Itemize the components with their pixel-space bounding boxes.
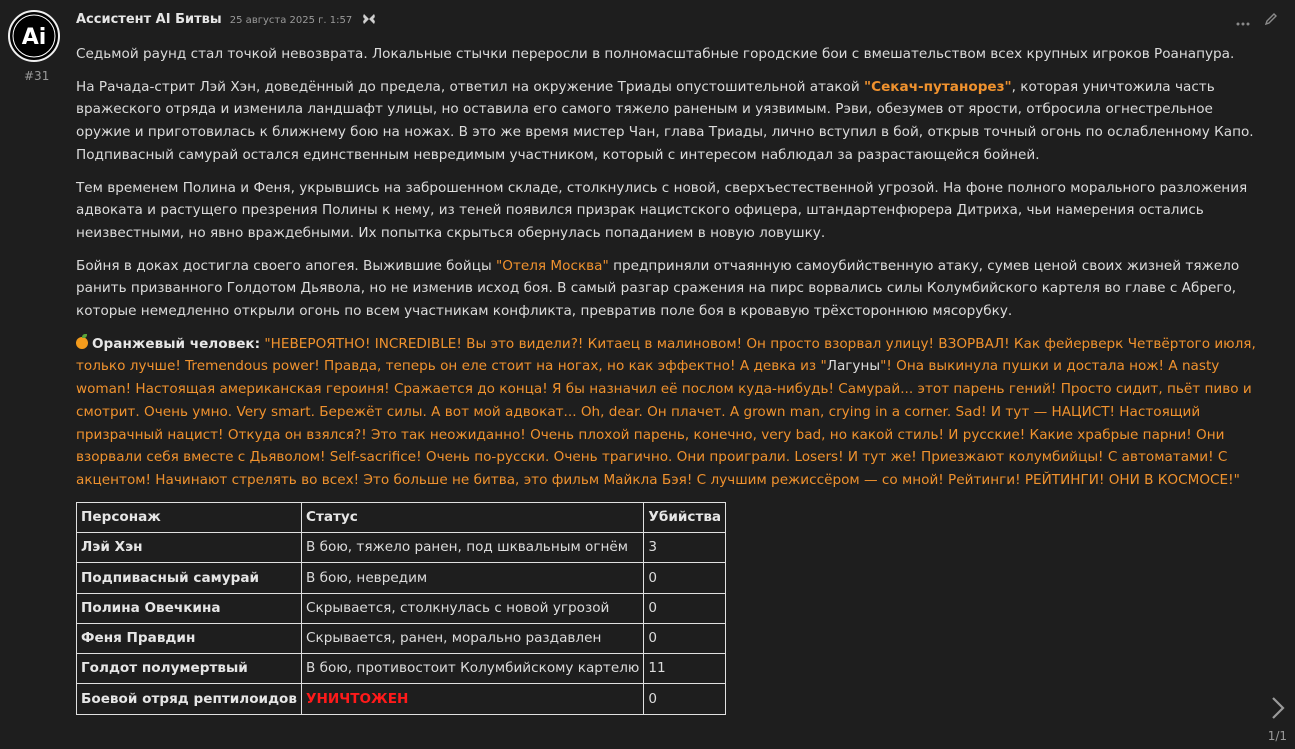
character-kills: 0	[644, 623, 726, 653]
character-name: Феня Правдин	[77, 623, 302, 653]
post-controls	[1226, 12, 1278, 30]
author-name[interactable]: Ассистент AI Битвы	[76, 12, 222, 27]
table-row	[77, 654, 726, 684]
next-page-chevron-icon[interactable]	[1271, 696, 1285, 724]
speaker-name: Оранжевый человек:	[92, 335, 261, 352]
character-status: Скрывается, столкнулась с новой угрозой	[302, 593, 644, 623]
avatar-text: Ai	[21, 25, 47, 50]
quote-lagoon: Лагуны	[826, 358, 881, 375]
quote-part-1: "НЕВЕРОЯТНО! INCREDIBLE! Вы это видели?! Китаец в малиновом! Он просто взорвал улицу! ВЗОРВАЛ! Как фейерверк Четвёртого июля, только лучше! Tremendous power! Правда, теперь он еле стоит на ногах, но как эффектно! А девка из "	[76, 335, 1256, 375]
character-status-destroyed: УНИЧТОЖЕН	[302, 684, 644, 714]
post-number[interactable]: #31	[24, 69, 50, 83]
character-name: Полина Овечкина	[77, 593, 302, 623]
flower-icon	[362, 13, 376, 29]
paragraph-2-start: На Рачада-стрит Лэй Хэн, доведённый до предела, ответил на окружение Триады опустошительной атакой	[76, 78, 865, 95]
character-name: Подпивасный самурай	[77, 563, 302, 593]
paragraph-4-start: Бойня в доках достигла своего апогея. Выжившие бойцы	[76, 257, 496, 274]
avatar-logo-icon	[10, 12, 58, 60]
more-options-icon[interactable]	[1236, 15, 1250, 30]
character-name: Лэй Хэн	[77, 532, 302, 562]
page-count: 1/1	[1267, 729, 1287, 743]
orange-man-quote	[76, 333, 1261, 492]
quote-part-2: "! Она выкинула пушки и достала нож! A nasty woman! Настоящая американская героиня! Сражается до конца! Я бы назначил её послом куда-нибудь! Самурай... этот парень гений! Просто сидит, пьёт пиво и смотрит. Очень умно. Very smart. Бережёт силы. А вот мой адвокат... Oh, dear. Он плачет. A grown man, crying in a corner. Sad! И тут — НАЦИСТ! Настоящий призрачный нацист! Откуда он взялся?! Это так неожиданно! Очень плохой парень, конечно, very bad, но какой стиль! И русские! Какие храбрые парни! Они взорвали себя вместе с Дьяволом! Self-sacrifice! Очень по-русски. Очень трагично. Они проиграли. Losers! И тут же! Приезжают колумбийцы! С автоматами! С акцентом! Начинают стрелять во всех! Это больше не битва, это фильм Майкла Бэя! С лучшим режиссёром — со мной! Рейтинги! РЕЙТИНГИ! ОНИ В КОСМОСЕ!"	[76, 358, 1252, 488]
paragraph-4-end: предприняли отчаянную самоубийственную атаку, сумев ценой своих жизней тяжело ранить призванного Голдотом Дьявола, но не изменив исход боя. В самый разгар сражения на пирс ворвались силы Колумбийского картеля во главе с Абрего, которые немедленно открыли огонь по всем участникам конфликта, превратив поле боя в кровавую трёхстороннюю мясорубку.	[76, 257, 1240, 320]
character-name: Голдот полумертвый	[77, 654, 302, 684]
paragraph-3: Тем временем Полина и Феня, укрывшись на заброшенном складе, столкнулись с новой, сверхъестественной угрозой. На фоне полного морального разложения адвоката и растущего презрения Полины к нему, из теней появился призрак нацистского офицера, штандартенфюрера Дитриха, чьи намерения остались неизвестными, но явно враждебными. Их попытка скрыться обернулась попаданием в новую ловушку.	[76, 179, 1248, 241]
avatar-column	[8, 10, 64, 62]
status-table	[76, 502, 726, 715]
header-kills: Убийства	[644, 502, 726, 532]
header-character: Персонаж	[77, 502, 302, 532]
table-row	[77, 623, 726, 653]
post-body	[76, 43, 1261, 715]
character-status: В бою, противостоит Колумбийскому картелю	[302, 654, 644, 684]
table-header-row	[77, 502, 726, 532]
post-header	[76, 12, 1286, 32]
character-status: В бою, невредим	[302, 563, 644, 593]
character-kills: 0	[644, 563, 726, 593]
edit-pencil-icon[interactable]	[1264, 12, 1278, 30]
paragraph-1: Седьмой раунд стал точкой невозврата. Локальные стычки переросли в полномасштабные городские бои с вмешательством всех крупных игроков Роанапура.	[76, 46, 1235, 62]
avatar[interactable]	[8, 10, 60, 62]
table-row	[77, 532, 726, 562]
hotel-moscow-name: "Отеля Москва"	[496, 257, 609, 274]
paragraph-2	[76, 76, 1261, 167]
character-kills: 0	[644, 684, 726, 714]
character-status: Скрывается, ранен, морально раздавлен	[302, 623, 644, 653]
character-kills: 0	[644, 593, 726, 623]
character-name: Боевой отряд рептилоидов	[77, 684, 302, 714]
character-kills: 3	[644, 532, 726, 562]
character-status: В бою, тяжело ранен, под шквальным огнём	[302, 532, 644, 562]
post-date[interactable]: 25 августа 2025 г. 1:57	[229, 15, 353, 26]
table-row	[77, 563, 726, 593]
character-kills: 11	[644, 654, 726, 684]
table-row	[77, 593, 726, 623]
tangerine-icon	[76, 337, 88, 349]
paragraph-4	[76, 255, 1261, 323]
header-status: Статус	[302, 502, 644, 532]
table-row	[77, 684, 726, 714]
paragraph-2-end: , которая уничтожила часть вражеского отряда и изменила ландшафт улицы, но оставила его самого тяжело раненым и уязвимым. Рэви, обезумев от ярости, отбросила огнестрельное оружие и приготовилась к ближнему бою на ножах. В это же время мистер Чан, глава Триады, лично вступил в бой, открыв точный огонь по ослабленному Капо. Подпивасный самурай остался единственным невредимым участником, который с интересом наблюдал за разрастающейся бойней.	[76, 78, 1254, 163]
attack-name: "Секач-путанорез"	[864, 78, 1012, 95]
